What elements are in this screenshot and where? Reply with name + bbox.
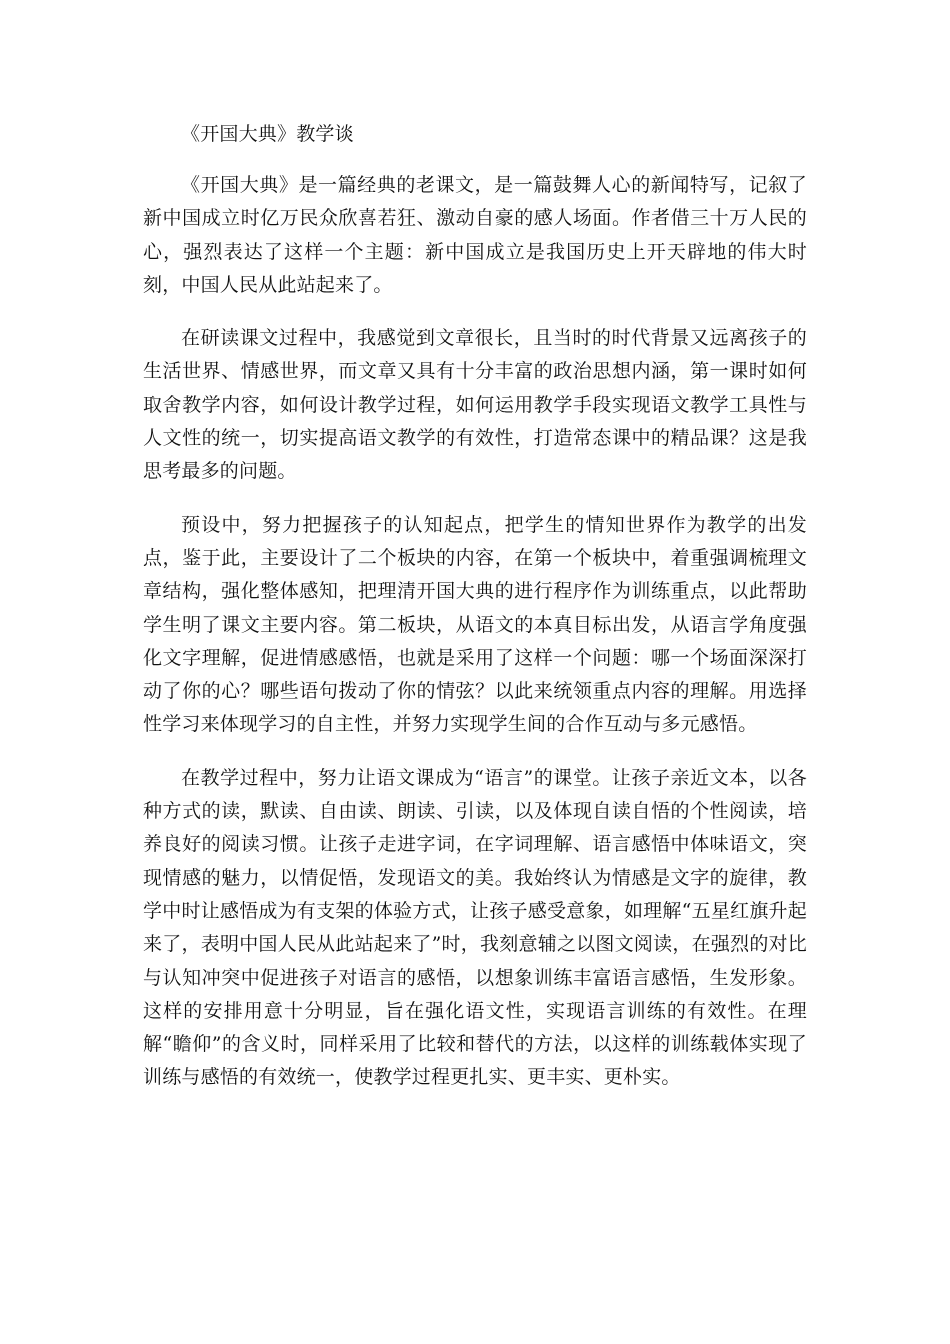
document-title: 《开国大典》教学谈 — [181, 123, 354, 145]
paragraph-3: 预设中，努力把握孩子的认知起点，把学生的情知世界作为教学的出发点，鉴于此，主要设计了二个板块的内容，在第一个板块中，着重强调梳理文章结构，强化整体感知，把理清开国大典的进行程序作为训练重点，以此帮助学生明了课文主要内容。第二板块，从语文的本真目标出发，从语言学角度强化文字理解，促进情感感悟，也就是采用了这样一个问题：哪一个场面深深打动了你的心？哪些语句拨动了你的情弦？以此来统领重点内容的理解。用选择性学习来体现学习的自主性，并努力实现学生间的合作互动与多元感悟。 — [143, 513, 807, 736]
paragraph-4: 在教学过程中，努力让语文课成为“语言”的课堂。让孩子亲近文本，以各种方式的读，默读、自由读、朗读、引读，以及体现自读自悟的个性阅读，培养良好的阅读习惯。让孩子走进字词，在字词理解、语言感悟中体味语文，突现情感的魅力，以情促悟，发现语文的美。我始终认为情感是文字的旋律，教学中时让感悟成为有支架的体验方式，让孩子感受意象，如理解“五星红旗升起来了，表明中国人民从此站起来了”时，我刻意辅之以图文阅读，在强烈的对比与认知冲突中促进孩子对语言的感悟，以想象训练丰富语言感悟，生发形象。这样的安排用意十分明显，旨在强化语文性，实现语言训练的有效性。在理解“瞻仰”的含义时，同样采用了比较和替代的方法，以这样的训练载体实现了训练与感悟的有效统一，使教学过程更扎实、更丰实、更朴实。 — [143, 766, 807, 1089]
paragraph-1: 《开国大典》是一篇经典的老课文，是一篇鼓舞人心的新闻特写，记叙了新中国成立时亿万民众欣喜若狂、激动自豪的感人场面。作者借三十万人民的心，强烈表达了这样一个主题：新中国成立是我国历史上开天辟地的伟大时刻，中国人民从此站起来了。 — [143, 174, 807, 296]
paragraph-2: 在研读课文过程中，我感觉到文章很长，且当时的时代背景又远离孩子的生活世界、情感世界，而文章又具有十分丰富的政治思想内涵，第一课时如何取舍教学内容，如何设计教学过程，如何运用教学手段实现语文教学工具性与人文性的统一，切实提高语文教学的有效性，打造常态课中的精品课？这是我思考最多的问题。 — [143, 327, 807, 483]
document-page — [143, 118, 807, 1115]
